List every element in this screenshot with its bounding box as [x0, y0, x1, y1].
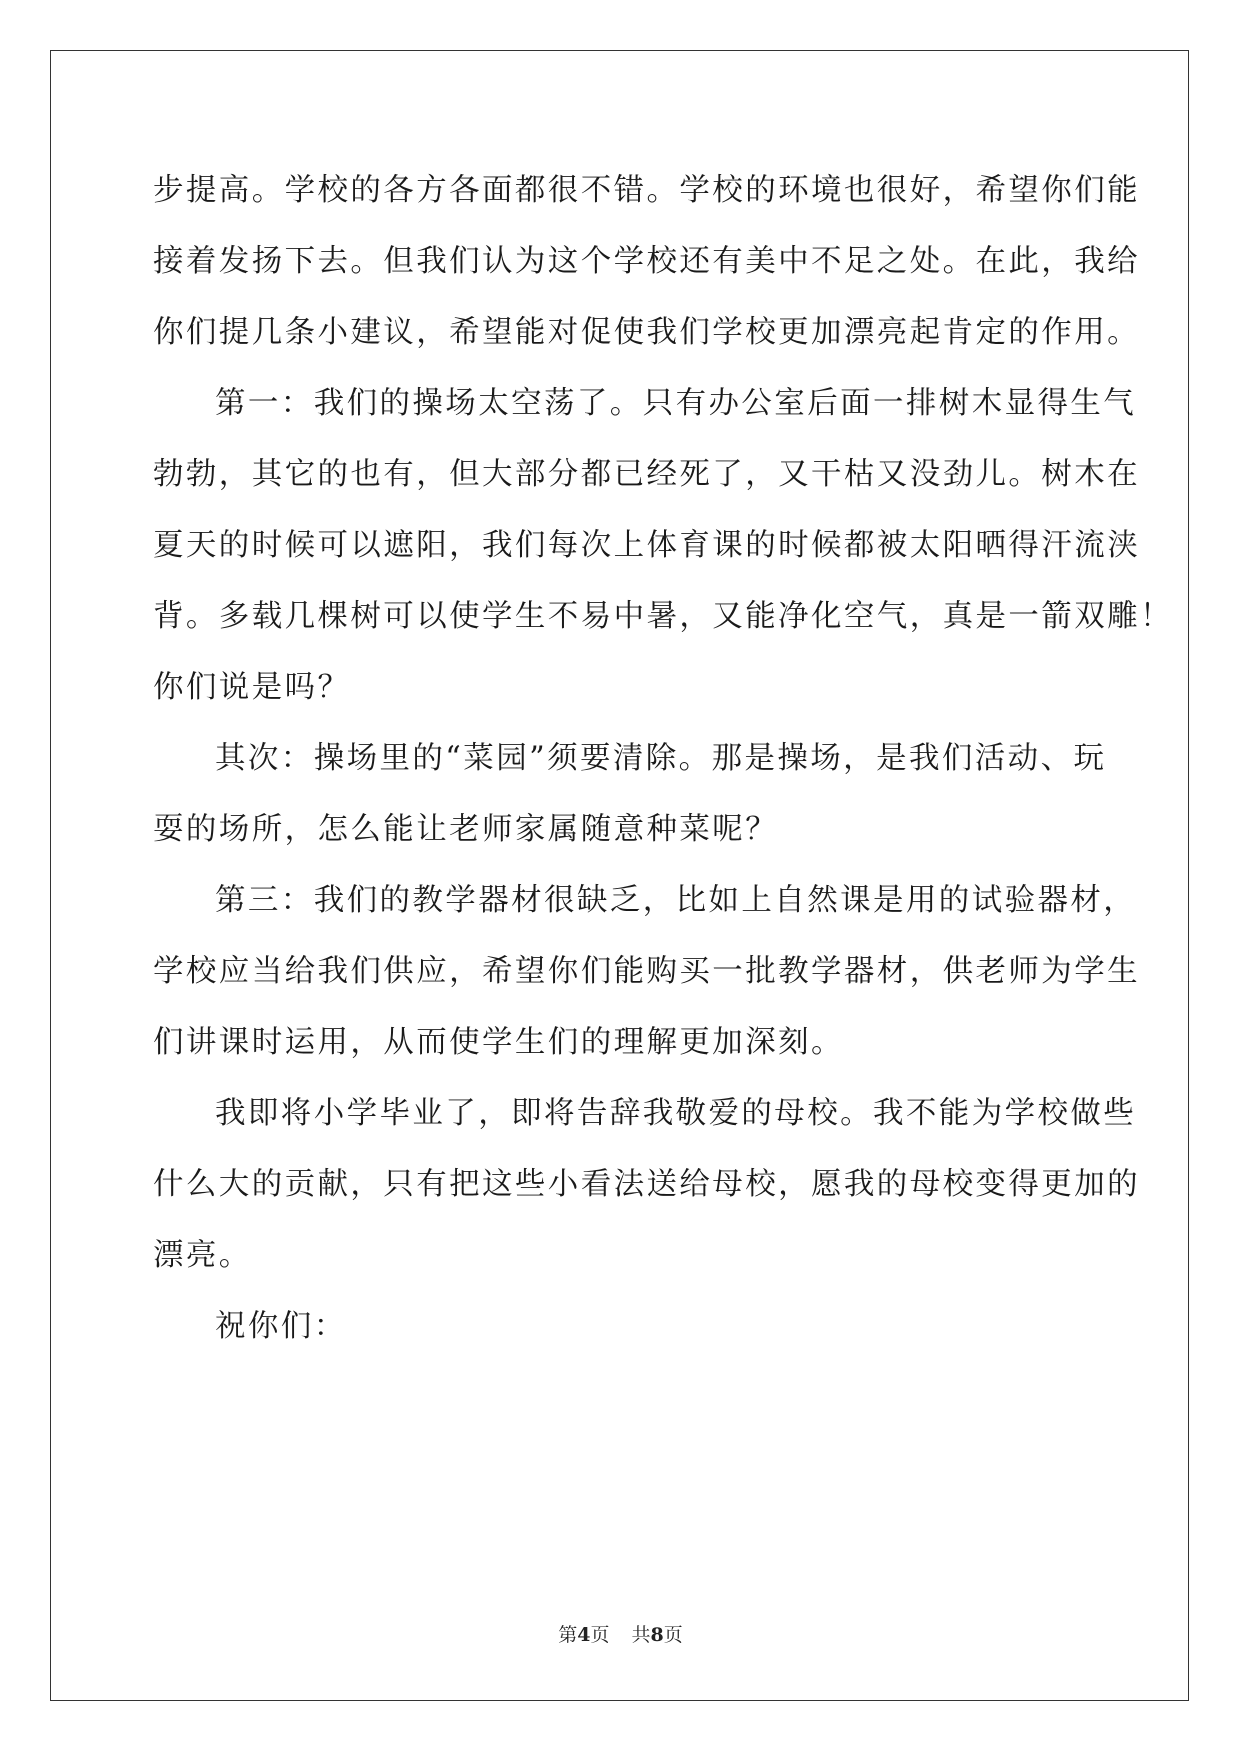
- text-line: 耍的场所，怎么能让老师家属随意种菜呢？: [153, 812, 779, 847]
- text-line: 你们说是吗？: [153, 670, 351, 705]
- text-line: 第一：我们的操场太空荡了。只有办公室后面一排树木显得生气: [215, 386, 1137, 421]
- text-line: 我即将小学毕业了，即将告辞我敬爱的母校。我不能为学校做些: [215, 1096, 1137, 1131]
- text-line: 第三：我们的教学器材很缺乏，比如上自然课是用的试验器材，: [215, 883, 1137, 918]
- current-page-number: 4: [577, 1624, 591, 1646]
- total-label-suffix: 页: [663, 1624, 683, 1646]
- text-line: 夏天的时候可以遮阳，我们每次上体育课的时候都被太阳晒得汗流浃: [153, 528, 1140, 563]
- page-label-suffix: 页: [590, 1624, 610, 1646]
- text-line: 接着发扬下去。但我们认为这个学校还有美中不足之处。在此，我给: [153, 244, 1140, 279]
- text-line: 什么大的贡献，只有把这些小看法送给母校，愿我的母校变得更加的: [153, 1167, 1140, 1202]
- text-line: 们讲课时运用，从而使学生们的理解更加深刻。: [153, 1025, 844, 1060]
- text-line: 其次：操场里的“菜园”须要清除。那是操场，是我们活动、玩: [215, 741, 1107, 776]
- total-page-count: 8: [650, 1624, 664, 1646]
- text-line: 你们提几条小建议，希望能对促使我们学校更加漂亮起肯定的作用。: [153, 315, 1140, 350]
- text-line: 勃勃，其它的也有，但大部分都已经死了，又干枯又没劲儿。树木在: [153, 457, 1140, 492]
- text-line: 背。多载几棵树可以使学生不易中暑，又能净化空气，真是一箭双雕！: [153, 599, 1173, 634]
- text-line: 漂亮。: [153, 1238, 252, 1273]
- text-line: 步提高。学校的各方各面都很不错。学校的环境也很好，希望你们能: [153, 173, 1140, 208]
- text-line: 学校应当给我们供应，希望你们能购买一批教学器材，供老师为学生: [153, 954, 1140, 989]
- page-label-prefix: 第: [558, 1624, 578, 1646]
- text-line: 祝你们：: [215, 1309, 347, 1344]
- total-label-prefix: 共: [631, 1624, 651, 1646]
- page-footer: [0, 1620, 1241, 1647]
- document-body: [153, 155, 1173, 1362]
